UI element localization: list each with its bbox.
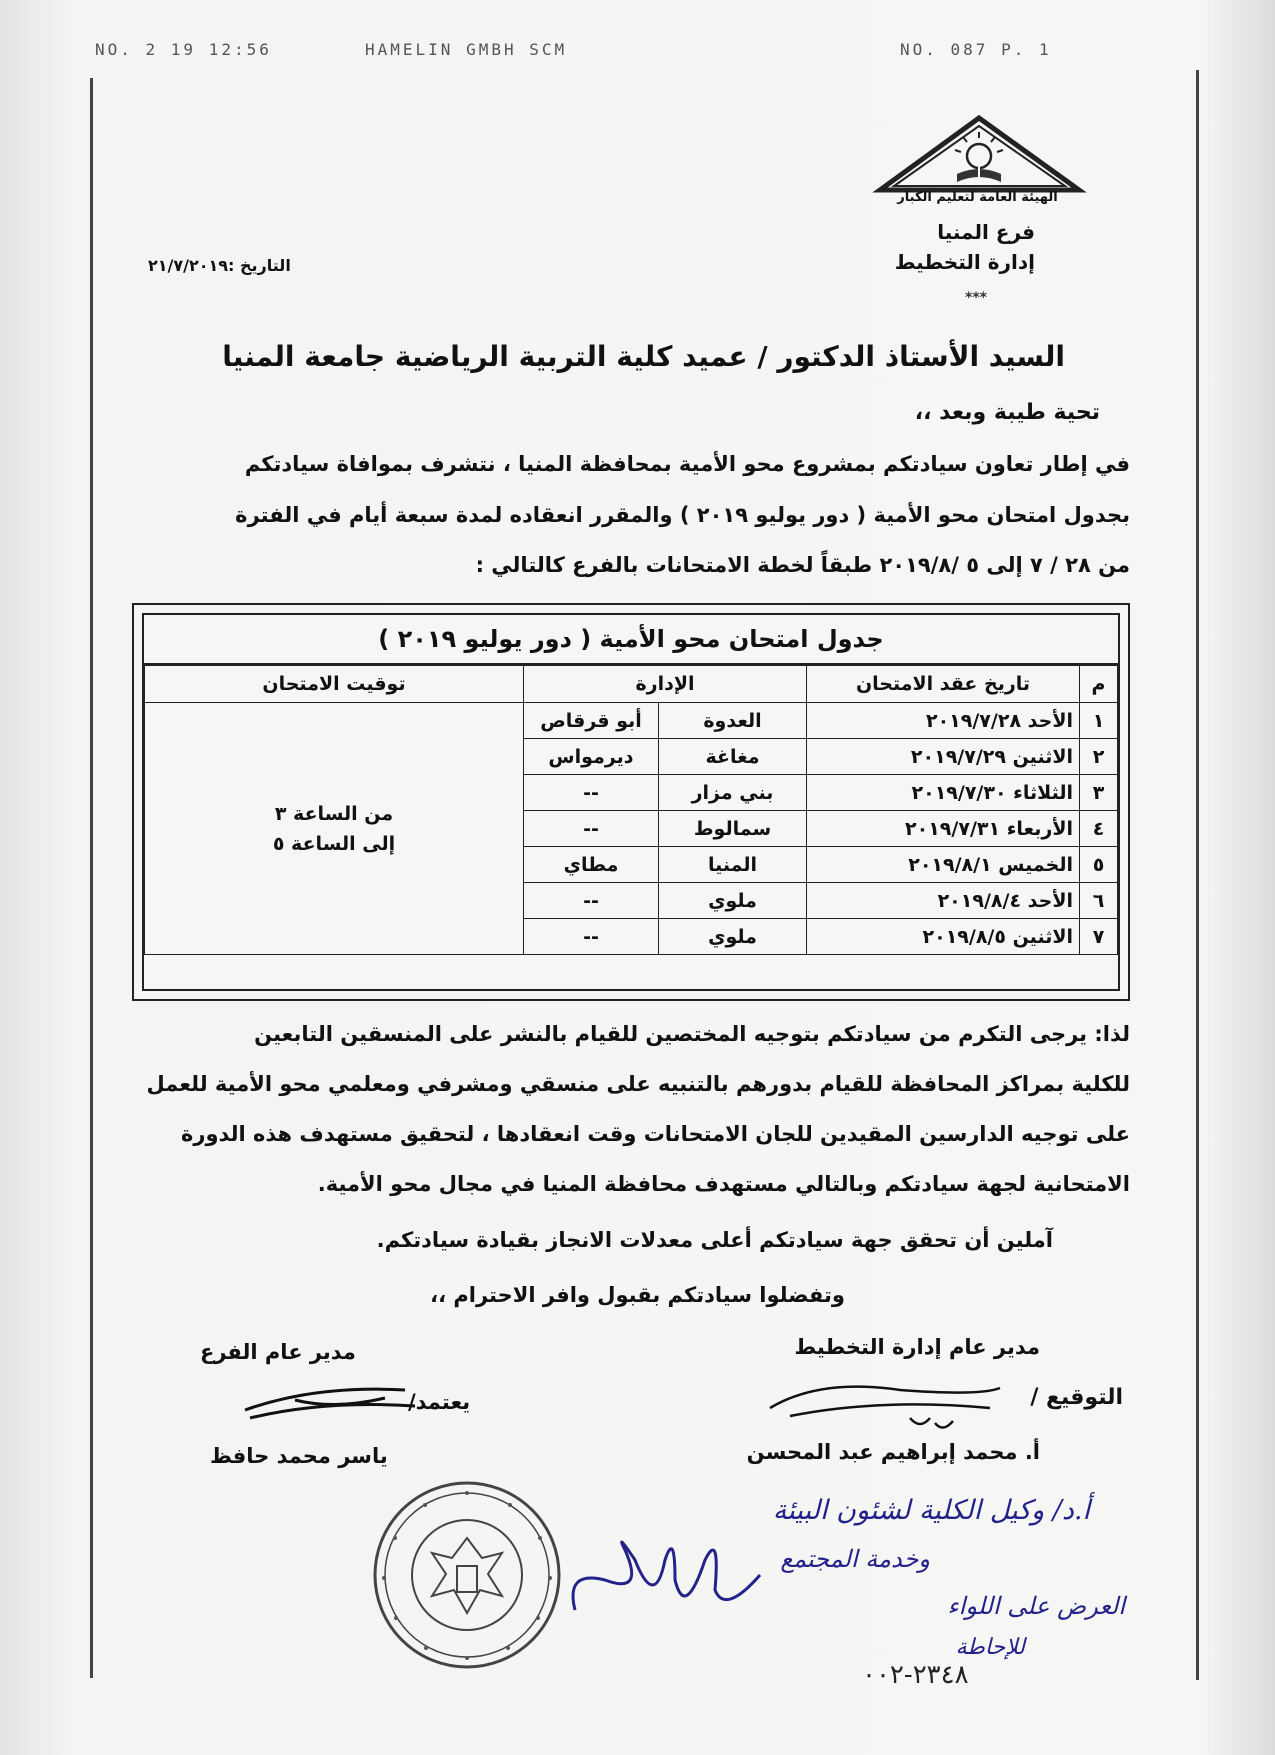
row-admin-2: --: [523, 811, 658, 847]
intro-line-1: في إطار تعاون سيادتكم بمشروع محو الأمية بمحافظة المنيا ، نتشرف بموافاة سيادتكم: [244, 452, 1130, 476]
row-num: ٢: [1080, 739, 1118, 775]
exam-time-line-1: من الساعة ٣: [274, 802, 394, 825]
row-admin-1: المنيا: [659, 847, 807, 883]
request-line-4: الامتحانية لجهة سيادتكم وبالتالي مستهدف محافظة المنيا في مجال محو الأمية.: [317, 1172, 1130, 1196]
header-admin: الإدارة: [523, 666, 806, 703]
fax-header-right: NO. 087 P. 1: [900, 40, 1052, 59]
row-admin-2: ديرمواس: [523, 739, 658, 775]
row-admin-1: العدوة: [659, 703, 807, 739]
exam-time-cell: [145, 703, 524, 955]
branch-director-title: مدير عام الفرع: [200, 1340, 356, 1364]
row-date: الثلاثاء ٢٠١٩/٧/٣٠: [807, 775, 1080, 811]
official-seal-stamp: [370, 1478, 565, 1673]
organization-logo: [872, 108, 1087, 200]
row-admin-2: --: [523, 775, 658, 811]
planning-director-signature: [760, 1368, 1010, 1438]
planning-director-name: أ. محمد إبراهيم عبد المحسن: [746, 1440, 1040, 1464]
row-num: ٤: [1080, 811, 1118, 847]
row-num: ٣: [1080, 775, 1118, 811]
handwritten-note-line-2: وخدمة المجتمع: [780, 1545, 930, 1573]
row-admin-2: مطاي: [523, 847, 658, 883]
department-name: إدارة التخطيط: [894, 250, 1035, 274]
handwritten-reference-number: ٢٣٤٨-٠٠٢: [862, 1660, 969, 1690]
row-admin-1: ملوي: [659, 883, 807, 919]
intro-line-3: من ٢٨ / ٧ إلى ٥ /٢٠١٩/٨ طبقاً لخطة الامتحانات بالفرع كالتالي :: [475, 553, 1130, 577]
branch-name: فرع المنيا: [937, 220, 1035, 244]
closing-line: وتفضلوا سيادتكم بقبول وافر الاحترام ،،: [430, 1283, 845, 1307]
row-date: الأحد ٢٠١٩/٧/٢٨: [807, 703, 1080, 739]
header-time: توقيت الامتحان: [145, 666, 524, 703]
row-admin-2: --: [523, 919, 658, 955]
schedule-table-title: جدول امتحان محو الأمية ( دور يوليو ٢٠١٩ ): [144, 615, 1118, 665]
letter-date: التاريخ :٢١/٧/٢٠١٩: [148, 256, 291, 275]
row-admin-1: ملوي: [659, 919, 807, 955]
signature-label: التوقيع /: [1030, 1385, 1123, 1410]
handwritten-note-line-3: العرض على اللواء: [947, 1592, 1125, 1620]
hope-line: آملين أن تحقق جهة سيادتكم أعلى معدلات الانجاز بقيادة سيادتكم.: [376, 1228, 1053, 1252]
row-date: الأحد ٢٠١٩/٨/٤: [807, 883, 1080, 919]
row-admin-2: --: [523, 883, 658, 919]
schedule-table: [144, 665, 1118, 955]
schedule-table-inner: [142, 613, 1120, 991]
row-date: الاثنين ٢٠١٩/٨/٥: [807, 919, 1080, 955]
table-row: [145, 703, 1118, 739]
row-date: الاثنين ٢٠١٩/٧/٢٩: [807, 739, 1080, 775]
header-date: تاريخ عقد الامتحان: [807, 666, 1080, 703]
exam-time-line-2: إلى الساعة ٥: [272, 832, 396, 855]
planning-director-title: مدير عام إدارة التخطيط: [794, 1335, 1040, 1359]
greeting: تحية طيبة وبعد ،،: [914, 400, 1100, 425]
branch-director-name: ياسر محمد حافظ: [210, 1444, 388, 1468]
fax-header-left: NO. 2 19 12:56: [95, 40, 272, 59]
addressee: السيد الأستاذ الدكتور / عميد كلية التربية الرياضية جامعة المنيا: [222, 340, 1065, 373]
right-border-line: [1196, 70, 1199, 1680]
approval-label: يعتمد/: [408, 1390, 471, 1414]
intro-line-2: بجدول امتحان محو الأمية ( دور يوليو ٢٠١٩ ) والمقرر انعقاده لمدة سبعة أيام في الفترة: [235, 503, 1130, 527]
schedule-table-frame: [132, 603, 1130, 1001]
handwritten-note-line-4: للإحاطة: [955, 1635, 1025, 1660]
row-num: ١: [1080, 703, 1118, 739]
separator-stars: ***: [965, 290, 987, 306]
row-admin-2: أبو قرقاص: [523, 703, 658, 739]
fax-header-center: HAMELIN GMBH SCM: [365, 40, 568, 59]
row-date: الخميس ٢٠١٩/٨/١: [807, 847, 1080, 883]
row-admin-1: مغاغة: [659, 739, 807, 775]
branch-director-signature: [235, 1370, 425, 1430]
row-num: ٧: [1080, 919, 1118, 955]
organization-name: الهيئة العامة لتعليم الكبار: [897, 190, 1058, 205]
table-header-row: [145, 666, 1118, 703]
request-line-3: على توجيه الدارسين المقيدين للجان الامتحانات وقت انعقادها ، لتحقيق مستهدف هذه الدورة: [180, 1122, 1130, 1146]
handwritten-note-line-1: أ.د/ وكيل الكلية لشئون البيئة: [772, 1495, 1090, 1526]
row-admin-1: سمالوط: [659, 811, 807, 847]
row-admin-1: بني مزار: [659, 775, 807, 811]
handwritten-signature: [555, 1520, 775, 1630]
request-line-2: للكلية بمراكز المحافظة للقيام بدورهم بالتنبيه على منسقي ومشرفي ومعلمي محو الأمية للعمل: [146, 1072, 1130, 1096]
left-border-line: [90, 78, 93, 1678]
row-num: ٦: [1080, 883, 1118, 919]
request-line-1: لذا: يرجى التكرم من سيادتكم بتوجيه المختصين للقيام بالنشر على المنسقين التابعين: [254, 1022, 1130, 1046]
row-num: ٥: [1080, 847, 1118, 883]
header-num: م: [1080, 666, 1118, 703]
row-date: الأربعاء ٢٠١٩/٧/٣١: [807, 811, 1080, 847]
